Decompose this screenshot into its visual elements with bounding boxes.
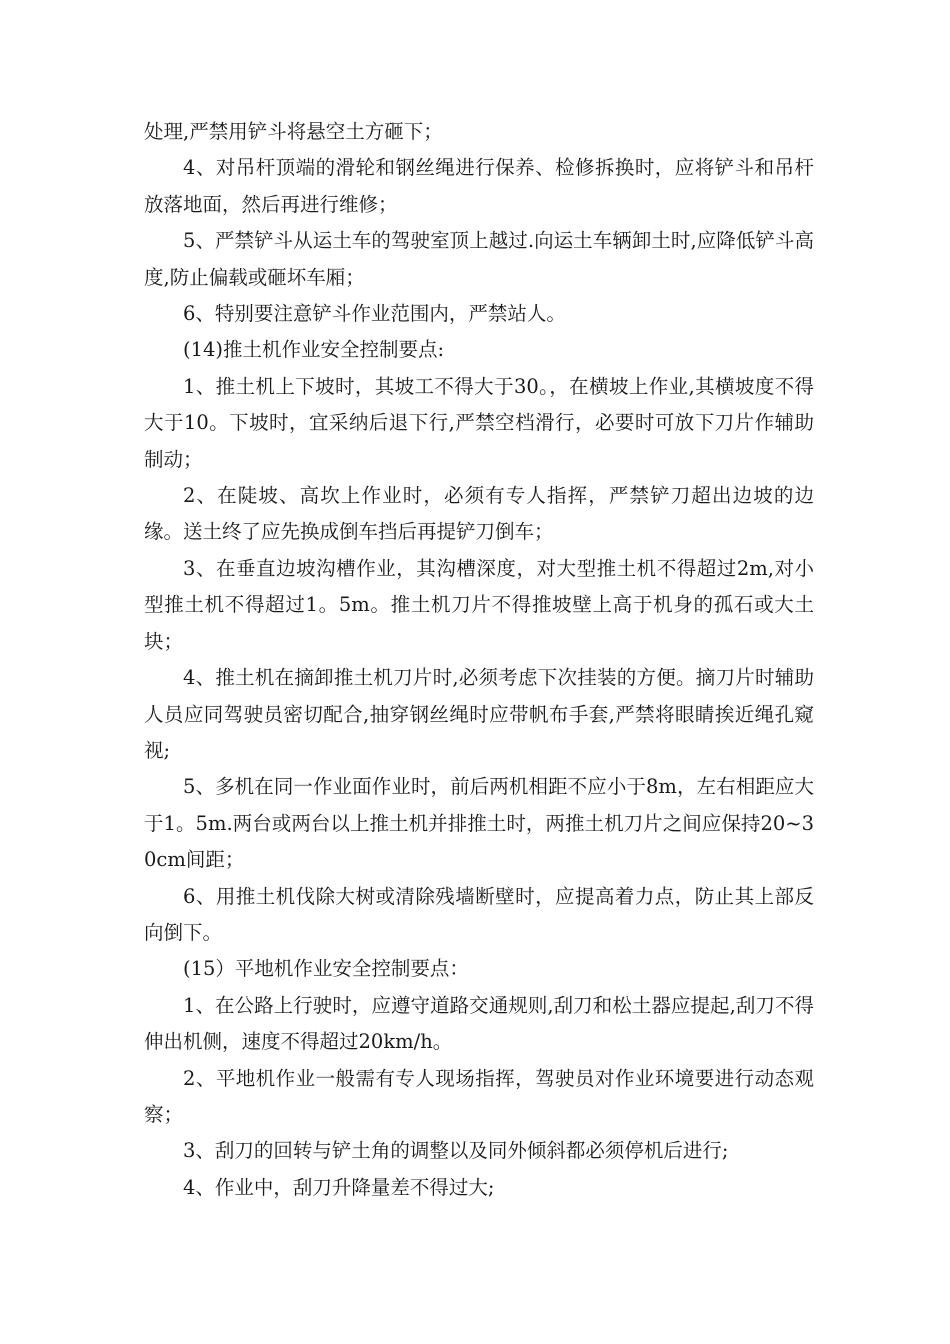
paragraph-bulldozer-3: 3、在垂直边坡沟槽作业，其沟槽深度，对大型推土机不得超过2m,对小型推土机不得超过1。5m。推土机刀片不得推坡壁上高于机身的孤石或大土块； <box>144 556 814 653</box>
paragraph-bulldozer-5: 5、多机在同一作业面作业时，前后两机相距不应小于8m，左右相距应大于1。5m.两台或两台以上推土机并排推土时，两推土机刀片之间应保持20~30cm间距； <box>144 775 814 872</box>
paragraph-continuation: 处理,严禁用铲斗将悬空土方砸下； <box>144 120 443 143</box>
section-heading-14-bulldozer: (14)推土机作业安全控制要点: <box>183 338 445 362</box>
paragraph-bulldozer-2: 2、在陡坡、高坎上作业时，必须有专人指挥，严禁铲刀超出边坡的边缘。送土终了应先换成倒车挡后再提铲刀倒车； <box>144 484 814 544</box>
document-body <box>144 114 814 1206</box>
paragraph-bulldozer-6: 6、用推土机伐除大树或清除残墙断壁时，应提高着力点，防止其上部反向倒下。 <box>144 884 814 944</box>
paragraph-grader-1: 1、在公路上行驶时，应遵守道路交通规则,刮刀和松土器应提起,刮刀不得伸出机侧，速度不得超过20km/h。 <box>144 993 814 1054</box>
paragraph-grader-3: 3、刮刀的回转与铲土角的调整以及同外倾斜都必须停机后进行; <box>183 1139 729 1163</box>
paragraph-bulldozer-1: 1、推土机上下坡时，其坡工不得大于30。，在横坡上作业,其横坡度不得大于10。下坡时，宜采纳后退下行,严禁空档滑行，必要时可放下刀片作辅助制动； <box>144 374 814 471</box>
section-heading-15-grader: (15）平地机作业安全控制要点： <box>183 957 469 981</box>
paragraph-grader-2: 2、平地机作业一般需有专人现场指挥，驾驶员对作业环境要进行动态观察； <box>144 1066 814 1126</box>
paragraph-grader-4: 4、作业中，刮刀升降量差不得过大; <box>183 1175 495 1199</box>
paragraph-item-4-pulley: 4、对吊杆顶端的滑轮和钢丝绳进行保养、检修拆换时，应将铲斗和吊杆放落地面，然后再进行维修； <box>144 156 814 216</box>
paragraph-bulldozer-4: 4、推土机在摘卸推土机刀片时,必须考虑下次挂装的方便。摘刀片时辅助人员应同驾驶员密切配合,抽穿钢丝绳时应带帆布手套,严禁将眼睛挨近绳孔窥视; <box>144 666 814 762</box>
paragraph-item-5-cab: 5、严禁铲斗从运土车的驾驶室顶上越过.向运土车辆卸土时,应降低铲斗高度,防止偏载或砸坏车厢； <box>144 229 814 289</box>
paragraph-item-6-range: 6、特别要注意铲斗作业范围内，严禁站人。 <box>183 302 566 326</box>
